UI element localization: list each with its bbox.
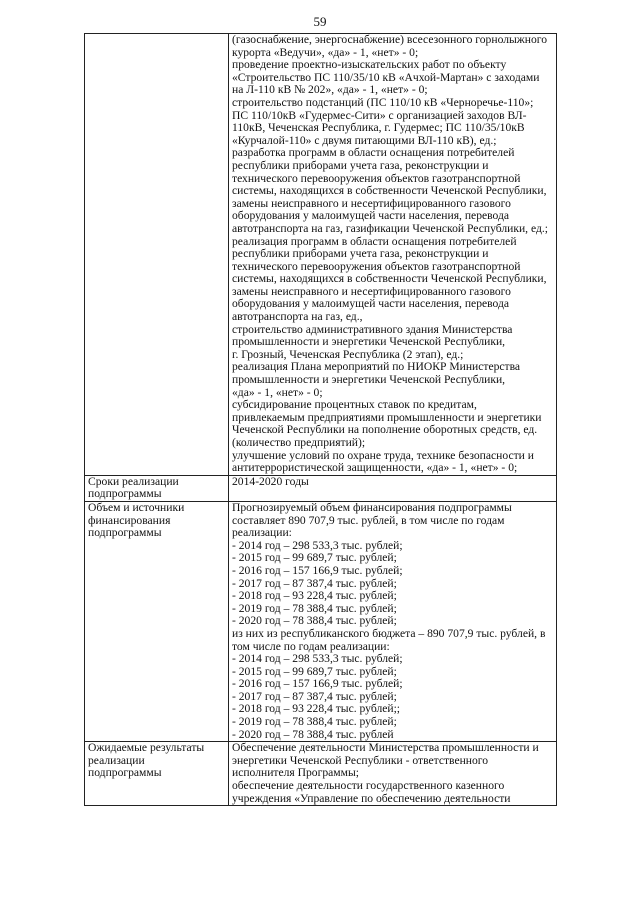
row-content-line: технического перевооружения объектов газотранспортной xyxy=(232,260,521,273)
row-content-line: субсидирование процентных ставок по кредитам, xyxy=(232,399,477,412)
row-content-line: строительство подстанций (ПС 110/10 кВ «Черноречье-110»; xyxy=(232,96,534,109)
row-content-line: реализации: xyxy=(232,527,292,540)
row-content-line: строительство административного здания Министерства xyxy=(232,323,513,336)
row-content-line: - 2014 год – 298 533,3 тыс. рублей; xyxy=(232,539,403,552)
row-content-line: - 2019 год – 78 388,4 тыс. рублей; xyxy=(232,716,397,729)
row-content-line: разработка программ в области оснащения потребителей xyxy=(232,147,515,160)
row-label-cell xyxy=(85,742,229,806)
row-content-line: автотранспорта на газ, газификации Чеченской Республики, ед.; xyxy=(232,222,548,235)
row-content-line: промышленности и энергетики Чеченской Республики, xyxy=(232,374,506,387)
row-label-line: финансирования xyxy=(88,514,171,527)
row-content-line: - 2016 год – 157 166,9 тыс. рублей; xyxy=(232,564,403,577)
row-content-line: привлекаемым предприятиями промышленности и энергетики xyxy=(232,411,542,424)
row-content-line: ПС 110/10кВ «Гудермес-Сити» с организацией заходов ВЛ- xyxy=(232,109,527,122)
page-number: 59 xyxy=(313,14,327,29)
table-body xyxy=(85,34,557,806)
row-content-line: - 2015 год – 99 689,7 тыс. рублей; xyxy=(232,552,397,565)
row-label-cell xyxy=(85,34,229,476)
row-content-line: обеспечение деятельности государственного казенного xyxy=(232,780,505,793)
row-content-line: - 2019 год – 78 388,4 тыс. рублей; xyxy=(232,602,397,615)
row-content-line: - 2020 год – 78 388,4 тыс. рублей xyxy=(232,728,394,741)
row-content-line: - 2015 год – 99 689,7 тыс. рублей; xyxy=(232,665,397,678)
row-content-line: промышленности и энергетики Чеченской Республики, xyxy=(232,336,506,349)
row-content-line: реализация программ в области оснащения потребителей xyxy=(232,235,517,248)
table-row xyxy=(85,34,557,476)
row-content-line: - 2014 год – 298 533,3 тыс. рублей; xyxy=(232,653,403,666)
row-label-line: Ожидаемые результаты xyxy=(88,742,205,755)
row-content-line: на Л-110 кВ № 202», «да» - 1, «нет» - 0; xyxy=(232,84,428,97)
row-label-cell xyxy=(85,475,229,501)
row-content-cell xyxy=(229,742,557,806)
row-content-line: 2014-2020 годы xyxy=(232,475,309,488)
row-content-line: замены неисправного и несертифицированного газового xyxy=(232,197,511,210)
row-content-line: составляет 890 707,9 тыс. рублей, в том числе по годам xyxy=(232,514,505,527)
row-content-line: - 2017 год – 87 387,4 тыс. рублей; xyxy=(232,577,397,590)
row-label-line: подпрограммы xyxy=(88,488,162,501)
row-content-line: антитеррористической защищенности, «да» - 1, «нет» - 0; xyxy=(232,462,518,475)
row-content-cell xyxy=(229,475,557,501)
row-content-line: системы, находящихся в собственности Чеченской Республики, xyxy=(232,185,547,198)
table-row xyxy=(85,501,557,741)
row-content-cell xyxy=(229,501,557,741)
row-content-line: из них из республиканского бюджета – 890 707,9 тыс. рублей, в xyxy=(232,627,546,640)
row-content-line: оборудования у малоимущей части населения, перевода xyxy=(232,210,510,223)
row-content-line: учреждения «Управление по обеспечению деятельности xyxy=(232,792,511,805)
row-content-line: «да» - 1, «нет» - 0; xyxy=(232,386,323,399)
row-content-line: курорта «Ведучи», «да» - 1, «нет» - 0; xyxy=(232,46,419,59)
table-row xyxy=(85,742,557,806)
row-content-line: - 2018 год – 93 228,4 тыс. рублей; xyxy=(232,590,397,603)
row-label-line: Сроки реализации xyxy=(88,475,179,488)
row-content-line: - 2018 год – 93 228,4 тыс. рублей;; xyxy=(232,703,401,716)
row-content-line: том числе по годам реализации: xyxy=(232,640,390,653)
row-content-line: - 2016 год – 157 166,9 тыс. рублей; xyxy=(232,678,403,691)
row-label-line: Объем и источники xyxy=(88,501,185,514)
row-content-line: Обеспечение деятельности Министерства промышленности и xyxy=(232,742,539,755)
row-content-line: энергетики Чеченской Республики - ответственного xyxy=(232,754,489,767)
table-row xyxy=(85,475,557,501)
row-content-line: технического перевооружения объектов газотранспортной xyxy=(232,172,521,185)
row-content-line: «Строительство ПС 110/35/10 кВ «Ачхой-Мартан» с заходами xyxy=(232,71,540,84)
row-content-line: 110кВ, Чеченская Республика, г. Гудермес; ПС 110/35/10кВ xyxy=(232,122,525,135)
row-content-line: автотранспорта на газ, ед., xyxy=(232,311,363,324)
row-content-line: исполнителя Программы; xyxy=(232,767,359,780)
row-content-line: системы, находящихся в собственности Чеченской Республики, xyxy=(232,273,547,286)
row-label-cell xyxy=(85,501,229,741)
row-content-line: - 2017 год – 87 387,4 тыс. рублей; xyxy=(232,690,397,703)
row-content-line: г. Грозный, Чеченская Республика (2 этап), ед.; xyxy=(232,348,464,361)
row-content-line: Чеченской Республики на пополнение оборотных средств, ед. xyxy=(232,424,538,437)
row-label-line: реализации xyxy=(88,754,145,767)
row-content-line: «Курчалой-110» с двумя питающими ВЛ-110 кВ), ед.; xyxy=(232,134,497,147)
row-content-line: реализация Плана мероприятий по НИОКР Министерства xyxy=(232,361,521,374)
row-content-line: республики приборами учета газа, реконструкции и xyxy=(232,248,489,261)
row-content-line: (газоснабжение, энергоснабжение) всесезонного горнолыжного xyxy=(232,34,548,46)
row-content-line: - 2020 год – 78 388,4 тыс. рублей; xyxy=(232,615,397,628)
row-content-line: замены неисправного и несертифицированного газового xyxy=(232,285,511,298)
row-content-line: республики приборами учета газа, реконструкции и xyxy=(232,159,489,172)
row-content-line: проведение проектно-изыскательских работ по объекту xyxy=(232,59,507,72)
row-content-cell xyxy=(229,34,557,476)
subprogram-passport-table xyxy=(84,33,557,806)
row-content-line: Прогнозируемый объем финансирования подпрограммы xyxy=(232,501,512,514)
row-content-line: (количество предприятий); xyxy=(232,437,366,449)
row-content-line: улучшение условий по охране труда, технике безопасности и xyxy=(232,449,534,462)
row-label-line: подпрограммы xyxy=(88,767,162,780)
row-label-line: подпрограммы xyxy=(88,527,162,540)
row-content-line: оборудования у малоимущей части населения, перевода xyxy=(232,298,510,311)
